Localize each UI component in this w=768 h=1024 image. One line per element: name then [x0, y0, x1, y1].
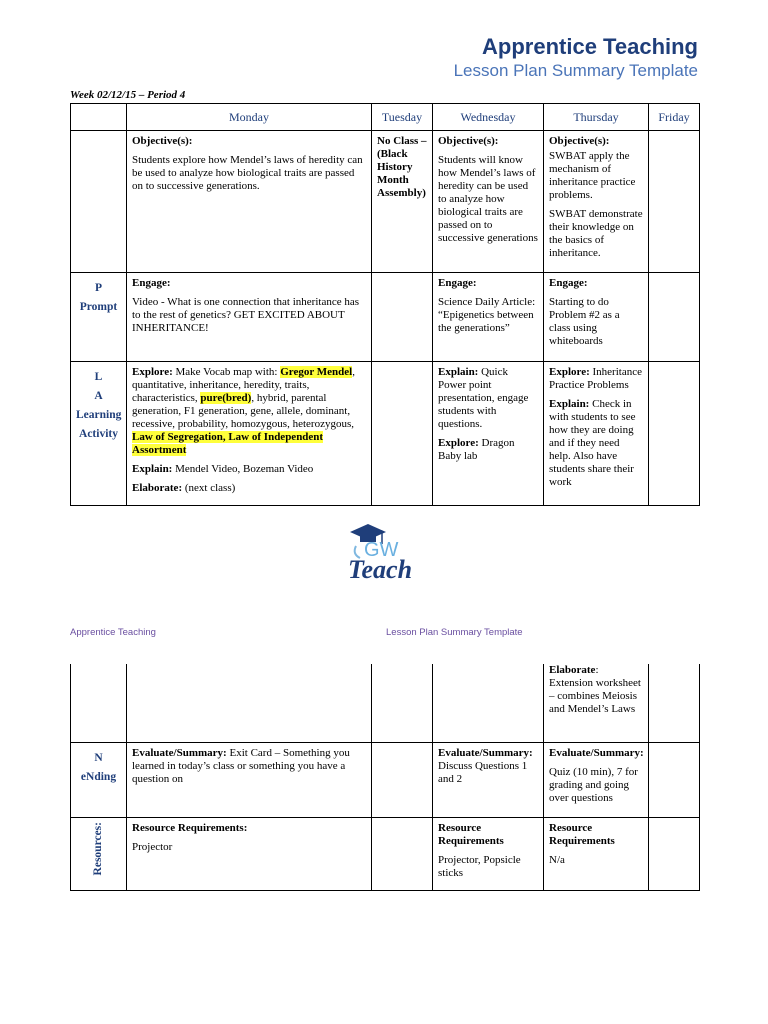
objective-text: Students explore how Mendel’s laws of heredity can be used to analyze how biological traits are passed on to successive generations. [132, 154, 363, 192]
learning-row [71, 362, 700, 506]
prompt-letter: P [94, 282, 103, 294]
corner-cell [71, 104, 127, 131]
document-subtitle: Lesson Plan Summary Template [453, 61, 698, 80]
prompt-label: Prompt [79, 301, 118, 313]
resource-label: Resource Requirements [438, 821, 504, 847]
footer-left: Apprentice Teaching [70, 627, 156, 638]
resource-text: Projector, Popsicle sticks [438, 853, 521, 879]
objective-friday [649, 131, 700, 273]
explore-text: Make Vocab map with: [172, 366, 281, 378]
document-title: Apprentice Teaching [482, 34, 698, 59]
explore-label: Explore: [132, 366, 173, 378]
elaborate-text: (next class) [182, 482, 236, 494]
engage-label: Engage: [549, 277, 588, 289]
explore-text: Inheritance Practice Problems [549, 366, 642, 391]
day-header-wednesday: Wednesday [433, 104, 544, 131]
objective-text: Students will know how Mendel’s laws of heredity can be used to analyze how biological traits are passed on to successive generations [438, 154, 538, 244]
objective-row-label [71, 131, 127, 273]
objective-text: SWBAT apply the mechanism of inheritance practice problems. [549, 150, 636, 201]
prompt-row-label [71, 273, 127, 362]
objective-label: Objective(s): [549, 135, 610, 147]
learning-friday [649, 362, 700, 506]
lesson-plan-table-continued [70, 664, 700, 891]
week-label: Week 02/12/15 – Period 4 [70, 89, 186, 101]
explain-label: Explain: [132, 463, 173, 475]
learning-label: Learning [76, 409, 122, 421]
day-header-row [71, 104, 700, 131]
ending-label: eNding [80, 770, 117, 783]
elaborate-label: Elaborate: [132, 482, 183, 494]
prompt-row [71, 273, 700, 362]
highlight-laws: Law of Segregation, Law of Independent Assortment [132, 431, 324, 456]
footer-right: Lesson Plan Summary Template [386, 627, 523, 638]
explore-label: Explore: [438, 437, 479, 449]
logo-gw-text: GW [364, 539, 399, 561]
explain-text: Quick Power point presentation, engage students with questions. [438, 366, 529, 430]
resources-row [71, 817, 700, 890]
resources-label: Resources: [92, 821, 104, 875]
elaborate-row [71, 664, 700, 742]
explore-label: Explore: [549, 366, 590, 378]
resources-thursday [544, 817, 649, 890]
learning-monday [127, 362, 372, 506]
elaborate-monday [127, 664, 372, 742]
elaborate-friday [649, 664, 700, 742]
objective-thursday [544, 131, 649, 273]
evaluate-text: Quiz (10 min), 7 for grading and going over questions [549, 765, 638, 804]
learning-row-label [71, 362, 127, 506]
explain-text: Check in with students to see how they are doing and if they need help. Also have students share their work [549, 398, 636, 488]
ending-wednesday [433, 742, 544, 817]
resources-monday [127, 817, 372, 890]
resource-text: Projector [132, 840, 173, 853]
elaborate-text: Extension worksheet – combines Meiosis and Mendel’s Laws [549, 677, 641, 715]
explore-text: , quantitative, inheritance, heredity, traits, characteristics, [132, 366, 355, 404]
resources-wednesday [433, 817, 544, 890]
day-header-friday: Friday [649, 104, 700, 131]
resources-tuesday [372, 817, 433, 890]
resource-text: N/a [549, 853, 565, 866]
highlight-purebred: pure(bred) [200, 392, 252, 404]
no-class-text: No Class – (Black History Month Assembly) [377, 135, 427, 199]
elaborate-thursday: Elaborate: Extension worksheet – combines Meiosis and Mendel’s Laws [544, 664, 649, 742]
engage-label: Engage: [438, 277, 477, 289]
explain-paragraph [438, 366, 538, 431]
explore-paragraph [132, 366, 366, 457]
ending-monday [127, 742, 372, 817]
engage-label: Engage: [132, 277, 171, 289]
evaluate-label: Evaluate/Summary: [132, 746, 227, 759]
prompt-monday [127, 273, 372, 362]
activity-label: Activity [79, 428, 118, 440]
resources-row-label [71, 817, 127, 890]
elaborate-label: Elaborate [549, 664, 596, 676]
objective-row [71, 131, 700, 273]
ending-tuesday [372, 742, 433, 817]
engage-text: Science Daily Article: “Epigenetics between the generations” [438, 296, 536, 334]
resource-label: Resource Requirements [549, 821, 615, 847]
evaluate-label: Evaluate/Summary: [549, 746, 644, 759]
engage-text: Video - What is one connection that inheritance has to the rest of genetics? GET EXCITED ABOUT INHERITANCE! [132, 296, 360, 334]
explore-paragraph [549, 366, 643, 392]
learning-wednesday [433, 362, 544, 506]
evaluate-label: Evaluate/Summary: [438, 746, 533, 759]
logo-teach-text: Teach [348, 555, 413, 583]
objective-label: Objective(s): [132, 135, 193, 147]
explain-paragraph [132, 463, 366, 476]
explore-paragraph [438, 437, 538, 463]
prompt-thursday [544, 273, 649, 362]
ending-row [71, 742, 700, 817]
engage-text: Starting to do Problem #2 as a class using whiteboards [549, 296, 620, 347]
objective-label: Objective(s): [438, 135, 499, 147]
objective-tuesday [372, 131, 433, 273]
day-header-thursday: Thursday [544, 104, 649, 131]
day-header-tuesday: Tuesday [372, 104, 433, 131]
explain-label: Explain: [438, 366, 479, 378]
learning-thursday [544, 362, 649, 506]
explain-paragraph [549, 398, 643, 489]
objective-monday [127, 131, 372, 273]
explain-text: Mendel Video, Bozeman Video [172, 463, 314, 475]
prompt-tuesday [372, 273, 433, 362]
ending-row-label [71, 742, 127, 817]
objective-wednesday [433, 131, 544, 273]
learning-tuesday [372, 362, 433, 506]
day-header-monday: Monday [127, 104, 372, 131]
elaborate-wednesday [433, 664, 544, 742]
explain-label: Explain: [549, 398, 590, 410]
ending-thursday [544, 742, 649, 817]
resources-friday [649, 817, 700, 890]
resource-label: Resource Requirements: [132, 821, 248, 834]
elaborate-paragraph [132, 482, 366, 495]
highlight-gregor-mendel: Gregor Mendel [280, 366, 353, 378]
explore-text: Dragon Baby lab [438, 437, 515, 462]
ending-letter: N [94, 751, 103, 764]
learning-letter-l: L [94, 371, 103, 383]
elaborate-tuesday [372, 664, 433, 742]
gw-teach-logo [338, 518, 438, 583]
evaluate-text: Discuss Questions 1 and 2 [438, 759, 528, 785]
evaluate-text: Exit Card – Something you learned in today’s class or something you have a question on [132, 746, 350, 785]
ending-friday [649, 742, 700, 817]
objective-text: SWBAT demonstrate their knowledge on the basics of inheritance. [549, 208, 643, 259]
prompt-friday [649, 273, 700, 362]
elaborate-row-label [71, 664, 127, 742]
explore-text: , hybrid, parental generation, F1 generation, gene, allele, dominant, recessive, probability, homozygous, heterozygous, [132, 392, 354, 430]
prompt-wednesday [433, 273, 544, 362]
learning-letter-a: A [94, 390, 103, 402]
lesson-plan-table [70, 103, 700, 506]
